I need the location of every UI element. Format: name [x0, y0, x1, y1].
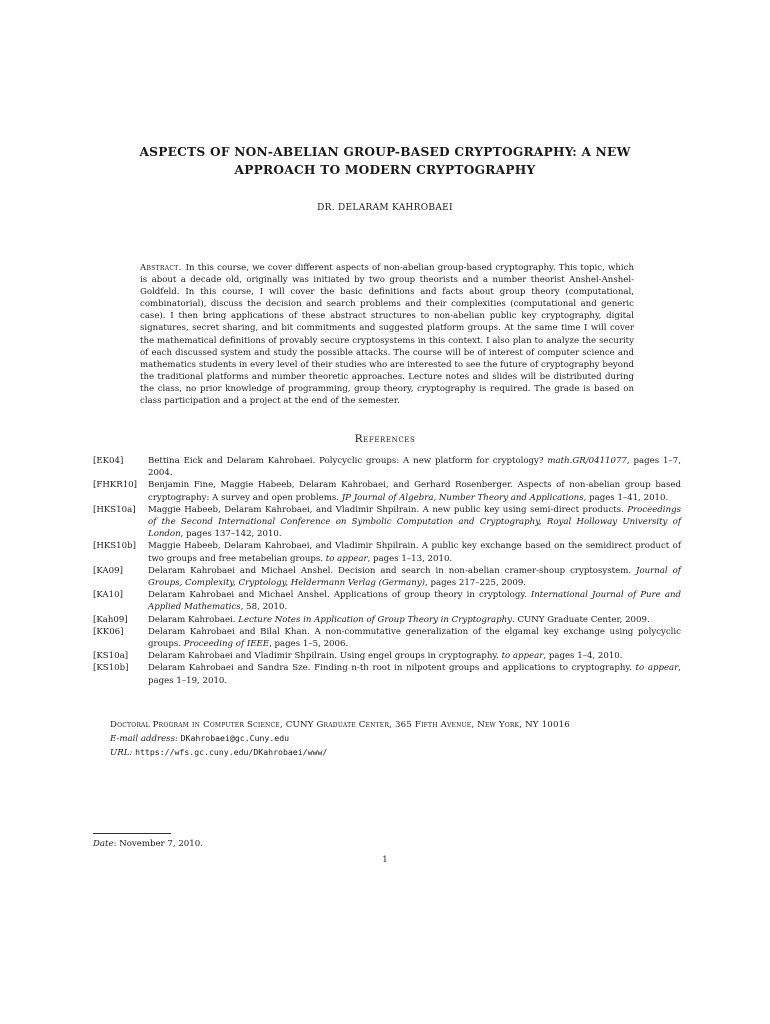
reference-item [93, 540, 681, 564]
reference-tail: , pages 1–41, 2010. [583, 492, 669, 503]
reference-tail: , pages 1–4, 2010. [543, 651, 623, 662]
reference-text: Delaram Kahrobaei and Bilal Khan. A non-commutative generalization of the elgamal key exchange using polycyclic groups. [148, 626, 681, 650]
email-line: E-mail address: DKahrobaei@gc.Cuny.edu [110, 733, 290, 744]
reference-tail: , pages 1–5, 2006. [269, 639, 349, 650]
abstract-text: In this course, we cover different aspects of non-abelian group-based cryptography. This topic, which is about a decade old, originally was initiated by two group theorists and a number theorist Anshel-Anshel-Goldfeld. In this course, I will cover the basic definitions and facts about group theory (computational, combinatorial), discuss the decision and search problems and their complexities (computational and generic case). I then bring applications of these abstract structures to non-abelian public key cryptography, digital signatures, secret sharing, and bit commitments and suggested platform groups. At the same time I will cover the mathematical definitions of provably secure cryptosystems in this context. I also plan to analyze the security of each discussed system and study the possible attacks. The course will be of interest of computer science and mathematics students in every level of their studies who are interested to see the future of cryptography beyond the traditional platforms and number theoretic approaches. Lecture notes and slides will be distributed during the class, no prior knowledge of programming, group theory, cryptography is required. The grade is based on class participation and a project at the end of the semester. [140, 263, 634, 407]
reference-key: [KS10a] [93, 651, 129, 662]
reference-item [93, 662, 681, 686]
reference-tail: , pages 137–142, 2010. [180, 529, 282, 540]
reference-key: [KK06] [93, 626, 124, 637]
reference-item [93, 455, 681, 479]
reference-tail: , pages 217–225, 2009. [425, 578, 527, 589]
reference-venue: Proceeding of IEEE [183, 639, 270, 650]
author-address [110, 719, 690, 760]
paper-title [60, 143, 710, 179]
reference-venue: to appear [501, 651, 544, 662]
reference-item [93, 504, 681, 541]
reference-venue: to appear [635, 663, 679, 674]
reference-item [93, 626, 681, 650]
references-list [93, 455, 681, 687]
email-address[interactable]: DKahrobaei@gc.Cuny.edu [180, 733, 290, 743]
reference-venue: to appear [325, 553, 368, 564]
title-line-2: APPROACH TO MODERN CRYPTOGRAPHY [234, 163, 536, 177]
reference-tail: , pages 1–7, 2004. [148, 456, 682, 479]
reference-venue: Proceedings of the Second International Conference on Symbolic Computation and Cryptography, Royal Holloway University of London [148, 504, 681, 540]
reference-key: [KA09] [93, 565, 123, 576]
reference-item [93, 589, 681, 613]
reference-tail: . CUNY Graduate Center, 2009. [511, 614, 650, 625]
reference-venue: Journal of Groups, Complexity, Cryptology, Heldermann Verlag (Germany) [148, 565, 681, 589]
page-number: 1 [382, 855, 388, 865]
reference-key: [Kah09] [93, 614, 128, 625]
reference-key: [KA10] [93, 590, 123, 601]
footnote-rule [93, 833, 171, 834]
abstract-label: Abstract. [140, 263, 182, 273]
references-heading: References [354, 433, 416, 445]
reference-venue: International Journal of Pure and Applied Mathematics [148, 590, 682, 613]
reference-text: Maggie Habeeb, Delaram Kahrobaei, and Vladimir Shpilrain. A new public key using semi-direct products. [148, 504, 628, 515]
footnote [93, 839, 203, 849]
reference-text: Bettina Eick and Delaram Kahrobaei. Polycyclic groups: A new platform for cryptology? [148, 456, 548, 466]
footnote-text: : November 7, 2010. [113, 839, 203, 849]
affiliation: Doctoral Program in Computer Science, CUNY Graduate Center, 365 Fifth Avenue, New York, NY 10016 [110, 720, 570, 730]
title-line-1: ASPECTS OF NON-ABELIAN GROUP-BASED CRYPTOGRAPHY: A NEW [139, 145, 631, 159]
reference-key: [KS10b] [93, 663, 129, 674]
reference-text: Maggie Habeeb, Delaram Kahrobaei, and Vladimir Shpilrain. A public key exchange based on the semidirect product of two groups and free metabelian groups. [148, 541, 681, 564]
reference-venue: JP Journal of Algebra, Number Theory and Applications [341, 492, 584, 503]
email-label: E-mail address [110, 734, 175, 744]
reference-key: [HKS10b] [93, 541, 136, 552]
reference-tail: , pages 1–13, 2010. [367, 553, 453, 564]
reference-text: Delaram Kahrobaei and Vladimir Shpilrain. Using engel groups in cryptography. [148, 651, 502, 662]
reference-text: Delaram Kahrobaei and Michael Anshel. Applications of group theory in cryptology. [148, 590, 531, 601]
url-label: URL [110, 748, 130, 758]
reference-text: Delaram Kahrobaei and Sandra Sze. Finding n-th root in nilpotent groups and applications to cryptography. [148, 663, 636, 674]
reference-venue: Lecture Notes in Application of Group Theory in Cryptography [238, 614, 512, 625]
reference-item [93, 614, 681, 626]
reference-key: [EK04] [93, 456, 124, 466]
reference-item [93, 650, 681, 662]
author-name: DR. DELARAM KAHROBAEI [317, 203, 453, 213]
reference-item [93, 565, 681, 589]
reference-text: Benjamin Fine, Maggie Habeeb, Delaram Kahrobaei, and Gerhard Rosenberger. Aspects of non-abelian group based cryptography: A survey and open problems. [148, 480, 681, 503]
url-link[interactable]: https://wfs.gc.cuny.edu/DKahrobaei/www/ [135, 747, 328, 757]
reference-venue: math.GR/0411077 [547, 456, 627, 466]
reference-text: Delaram Kahrobaei and Michael Anshel. Decision and search in non-abelian cramer-shoup cryptosystem. [148, 565, 637, 576]
reference-tail: , 58, 2010. [240, 602, 288, 613]
reference-item [93, 479, 681, 503]
footnote-label: Date [93, 839, 114, 849]
reference-key: [FHKR10] [93, 480, 137, 491]
reference-key: [HKS10a] [93, 504, 136, 515]
reference-tail: , pages 1–19, 2010. [148, 663, 681, 686]
reference-text: Delaram Kahrobaei. [148, 614, 239, 625]
url-line: URL: https://wfs.gc.cuny.edu/DKahrobaei/www/ [110, 747, 328, 758]
abstract [140, 262, 634, 407]
